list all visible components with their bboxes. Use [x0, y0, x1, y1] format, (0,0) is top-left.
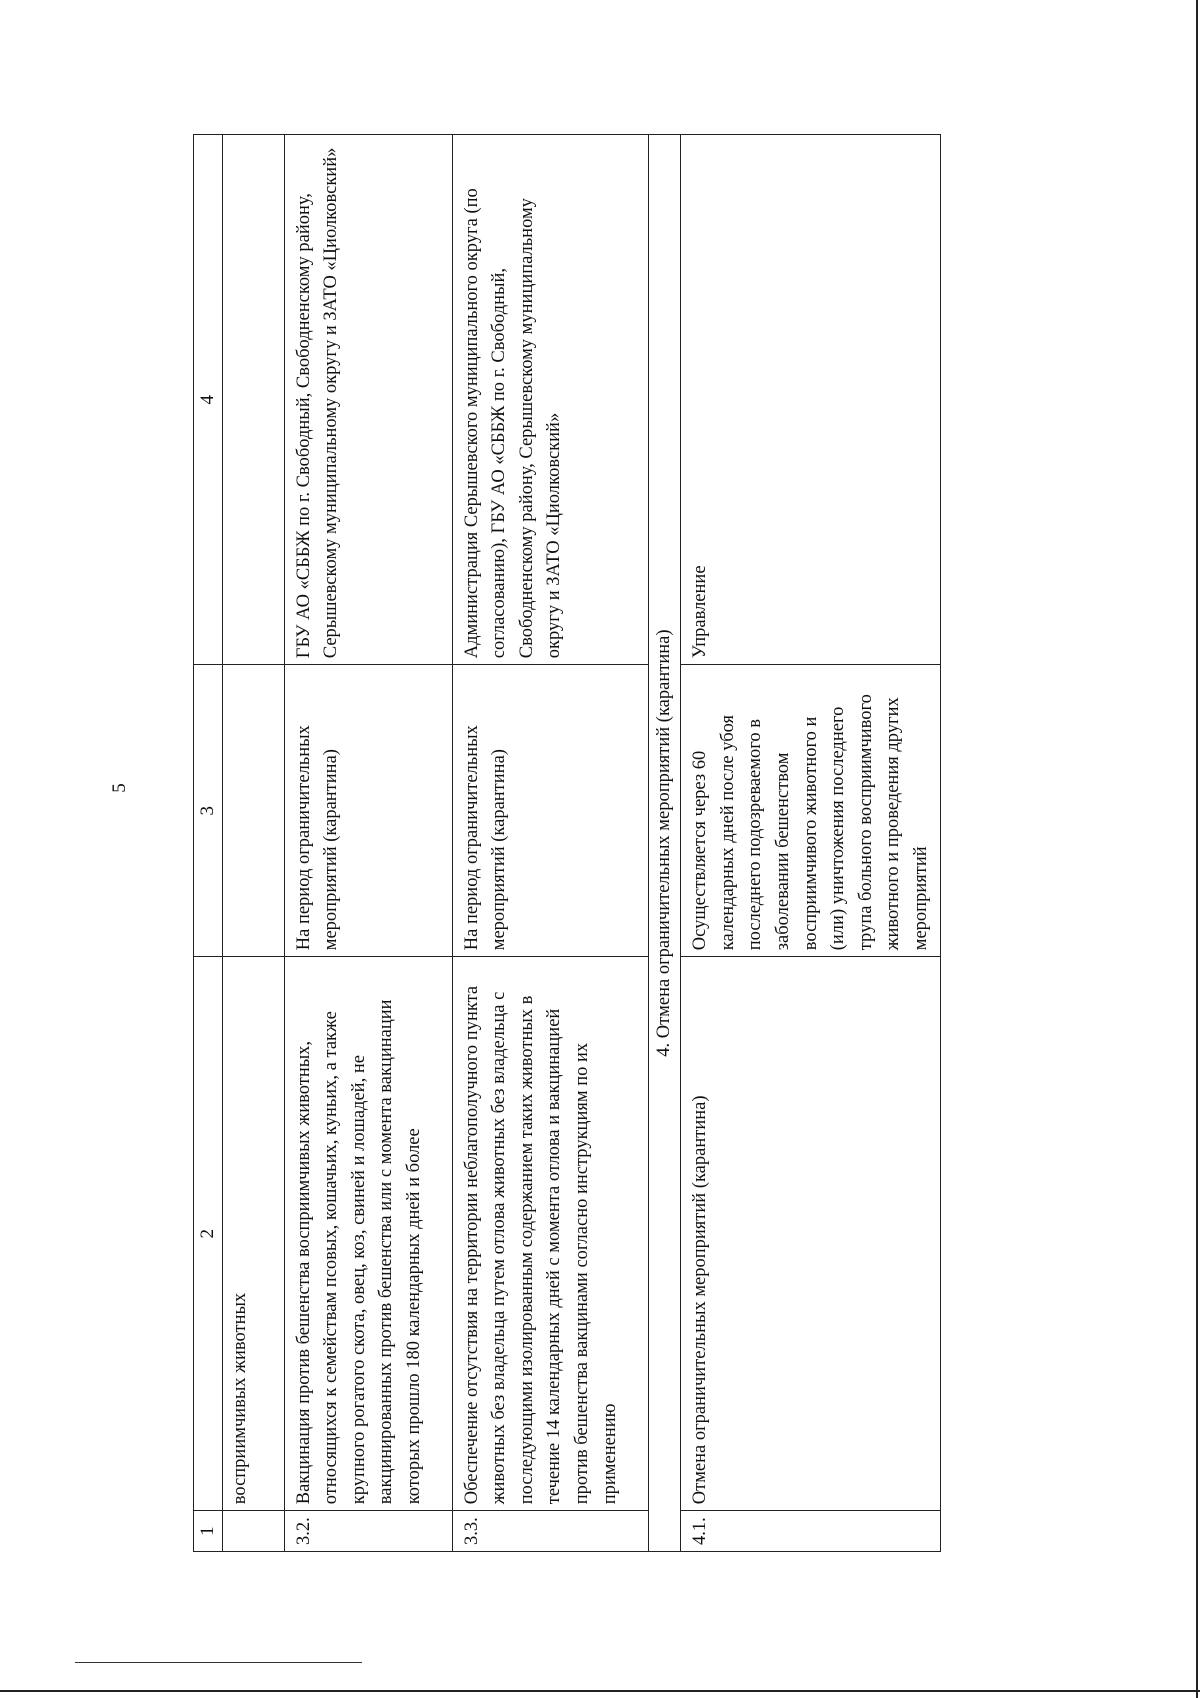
- column-number-row: [194, 135, 223, 1552]
- table-cell-num: [222, 1511, 284, 1552]
- executor-text: ГБУ АО «СББЖ по г. Свободный, Свободненскому району, Серышевскому муниципальному округу и ЗАТО «Циолковский»: [284, 135, 452, 665]
- measure-text: Отмена ограничительных мероприятий (карантина): [681, 957, 940, 1511]
- term-text: На период ограничительных мероприятий (карантина): [452, 665, 648, 957]
- column-number: 2: [194, 957, 223, 1511]
- measures-table: [193, 134, 941, 1552]
- executor-text: Администрация Серышевского муниципального округа (по согласованию), ГБУ АО «СББЖ по г. Свободный, Свободненскому району, Серышевскому муниципальному округу и ЗАТО «Циолковский»: [452, 135, 648, 665]
- measure-text: Вакцинация против бешенства восприимчивых животных, относящихся к семействам псовых, кошачьих, куньих, а также крупного рогатого скота, овец, коз, свиней и лошадей, не вакцинированных против бешенства или с момента вакцинации которых прошло 180 календарных дней и более: [284, 957, 452, 1511]
- table-row: [452, 135, 648, 1552]
- row-number: 4.1.: [681, 1511, 940, 1552]
- footnote-rule: [75, 1662, 362, 1663]
- rotated-page-content: [103, 83, 1188, 1598]
- table-cell-executor: [222, 135, 284, 665]
- column-number: 4: [194, 135, 223, 665]
- table-row: [681, 135, 940, 1552]
- row-number: 3.2.: [284, 1511, 452, 1552]
- row-number: 3.3.: [452, 1511, 648, 1552]
- term-text: На период ограничительных мероприятий (карантина): [284, 665, 452, 957]
- column-number: 1: [194, 1511, 223, 1552]
- page-border-bottom: [0, 1690, 1200, 1692]
- page-border-right: [1196, 0, 1198, 1698]
- continuation-text: восприимчивых животных: [222, 957, 284, 1511]
- section-title: 4. Отмена ограничительных мероприятий (карантина): [648, 135, 681, 1552]
- page-number: 5: [109, 783, 130, 793]
- section-row: [648, 135, 681, 1552]
- continuation-row: [222, 135, 284, 1552]
- table-row: [284, 135, 452, 1552]
- table-cell-term: [222, 665, 284, 957]
- column-number: 3: [194, 665, 223, 957]
- executor-text: Управление: [681, 135, 940, 665]
- measure-text: Обеспечение отсутствия на территории неблагополучного пункта животных без владельца путем отлова животных без владельца с последующими изолированным содержанием таких животных в течение 14 календарных дней с момента отлова и вакцинацией против бешенства вакцинами согласно инструкциям по их применению: [452, 957, 648, 1511]
- term-text: Осуществляется через 60 календарных дней после убоя последнего подозреваемого в заболевании бешенством восприимчивого животного и (или) уничтожения последнего трупа больного восприимчивого животного и проведения других мероприятий: [681, 665, 940, 957]
